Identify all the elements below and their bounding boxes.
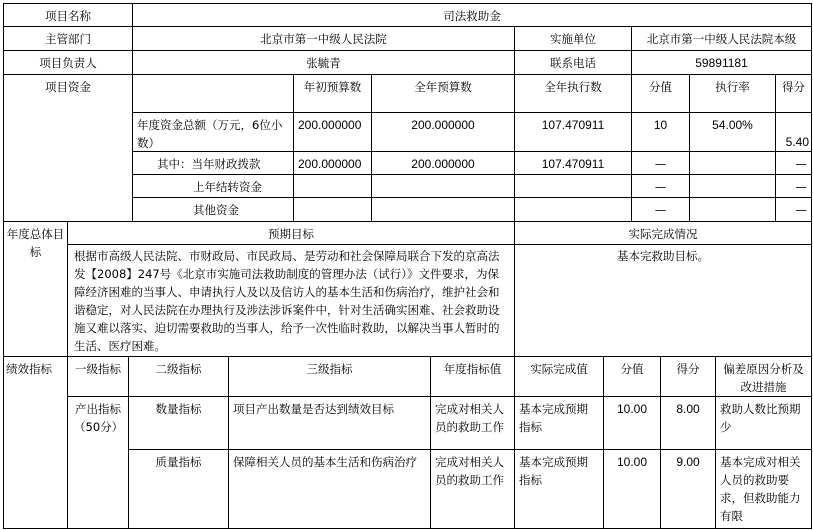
- funds-header-blank: [132, 74, 294, 113]
- perf-level2: 数量指标: [128, 396, 229, 450]
- funds-header-annual: 全年预算数: [371, 74, 515, 113]
- goals-label: 年度总体目标: [3, 221, 68, 357]
- leader: 张毓青: [132, 50, 515, 75]
- funds-initial: [293, 174, 372, 198]
- perf-actual: 基本完成预期指标: [514, 449, 604, 529]
- funds-rate: [689, 151, 776, 175]
- funds-header-executed: 全年执行数: [514, 74, 632, 113]
- funds-initial: 200.000000: [293, 112, 372, 152]
- funds-score: —: [775, 197, 812, 222]
- perf-header-level1: 一级指标: [67, 356, 129, 397]
- perf-header-reason: 偏差原因分析及改进措施: [715, 356, 812, 397]
- dept-label: 主管部门: [3, 26, 133, 51]
- funds-score-value: —: [631, 174, 690, 198]
- funds-executed: 107.470911: [514, 112, 632, 152]
- funds-annual: 200.000000: [371, 151, 515, 175]
- actual-goal: 基本完救助目标。: [514, 244, 812, 357]
- perf-score-value: 10.00: [603, 449, 661, 529]
- funds-annual: 200.000000: [371, 112, 515, 152]
- perf-level2: 质量指标: [128, 449, 229, 529]
- perf-level3: 项目产出数量是否达到绩效目标: [228, 396, 431, 450]
- funds-score: —: [775, 174, 812, 198]
- funds-annual: [371, 197, 515, 222]
- expected-goal: 根据市高级人民法院、市财政局、市民政局、是劳动和社会保障局联合下发的京高法发【2008】247号《北京市实施司法救助制度的管理办法（试行）》文件要求，为保障经济困难的当事人、申请执行人及以及信访人的基本生活和伤病治疗，维护社会和谐稳定，对人民法院在办理执行及涉法涉诉案件中，针对生活确实困难、社会救助设施又难以落实、迫切需要救助的当事人，给予一次性临时救助，以解决当事人暂时的生活、医疗困难。: [67, 244, 515, 357]
- phone-label: 联系电话: [514, 50, 632, 75]
- funds-score-value: —: [631, 197, 690, 222]
- perf-header-level3: 三级指标: [228, 356, 431, 397]
- perf-reason: 基本完成对相关人员的救助要求，但救助能力有限: [715, 449, 812, 529]
- perf-level3: 保障相关人员的基本生活和伤病治疗: [228, 449, 431, 529]
- performance-label: 绩效指标: [3, 356, 68, 529]
- perf-reason: 救助人数比预期少: [715, 396, 812, 450]
- leader-label: 项目负责人: [3, 50, 133, 75]
- funds-score: —: [775, 151, 812, 175]
- funds-score-value: 10: [631, 112, 690, 152]
- project-name-label: 项目名称: [3, 3, 133, 27]
- unit-label: 实施单位: [514, 26, 632, 51]
- funds-header-score-value: 分值: [631, 74, 690, 113]
- perf-header-target: 年度指标值: [430, 356, 515, 397]
- funds-rate: 54.00%: [689, 112, 776, 152]
- funds-initial: 200.000000: [293, 151, 372, 175]
- unit: 北京市第一中级人民法院本级: [631, 26, 812, 51]
- perf-header-score: 得分: [660, 356, 716, 397]
- funds-header-initial: 年初预算数: [293, 74, 372, 113]
- perf-score: 8.00: [660, 396, 716, 450]
- funds-row-label: 年度资金总额（万元，6位小数）: [132, 112, 294, 152]
- funds-score-value: —: [631, 151, 690, 175]
- perf-score: 9.00: [660, 449, 716, 529]
- expected-goal-label: 预期目标: [67, 221, 515, 245]
- perf-header-score-value: 分值: [603, 356, 661, 397]
- funds-executed: [514, 174, 632, 198]
- funds-score: 5.40: [775, 112, 812, 152]
- funds-row-label: 其中：当年财政拨款: [132, 151, 294, 175]
- funds-row-label: 上年结转资金: [132, 174, 294, 198]
- funds-label: 项目资金: [3, 74, 133, 222]
- project-name: 司法救助金: [132, 3, 812, 27]
- perf-score-value: 10.00: [603, 396, 661, 450]
- funds-initial: [293, 197, 372, 222]
- funds-executed: [514, 197, 632, 222]
- perf-target: 完成对相关人员的救助工作: [430, 449, 515, 529]
- funds-executed: 107.470911: [514, 151, 632, 175]
- funds-header-rate: 执行率: [689, 74, 776, 113]
- perf-actual: 基本完成预期指标: [514, 396, 604, 450]
- phone: 59891181: [631, 50, 812, 75]
- perf-header-level2: 二级指标: [128, 356, 229, 397]
- funds-header-score: 得分: [775, 74, 812, 113]
- funds-row-label: 其他资金: [132, 197, 294, 222]
- perf-header-actual: 实际完成值: [514, 356, 604, 397]
- dept: 北京市第一中级人民法院: [132, 26, 515, 51]
- funds-annual: [371, 174, 515, 198]
- funds-rate: [689, 174, 776, 198]
- funds-rate: [689, 197, 776, 222]
- actual-goal-label: 实际完成情况: [514, 221, 812, 245]
- perf-target: 完成对相关人员的救助工作: [430, 396, 515, 450]
- perf-level1: 产出指标（50分）: [67, 396, 129, 529]
